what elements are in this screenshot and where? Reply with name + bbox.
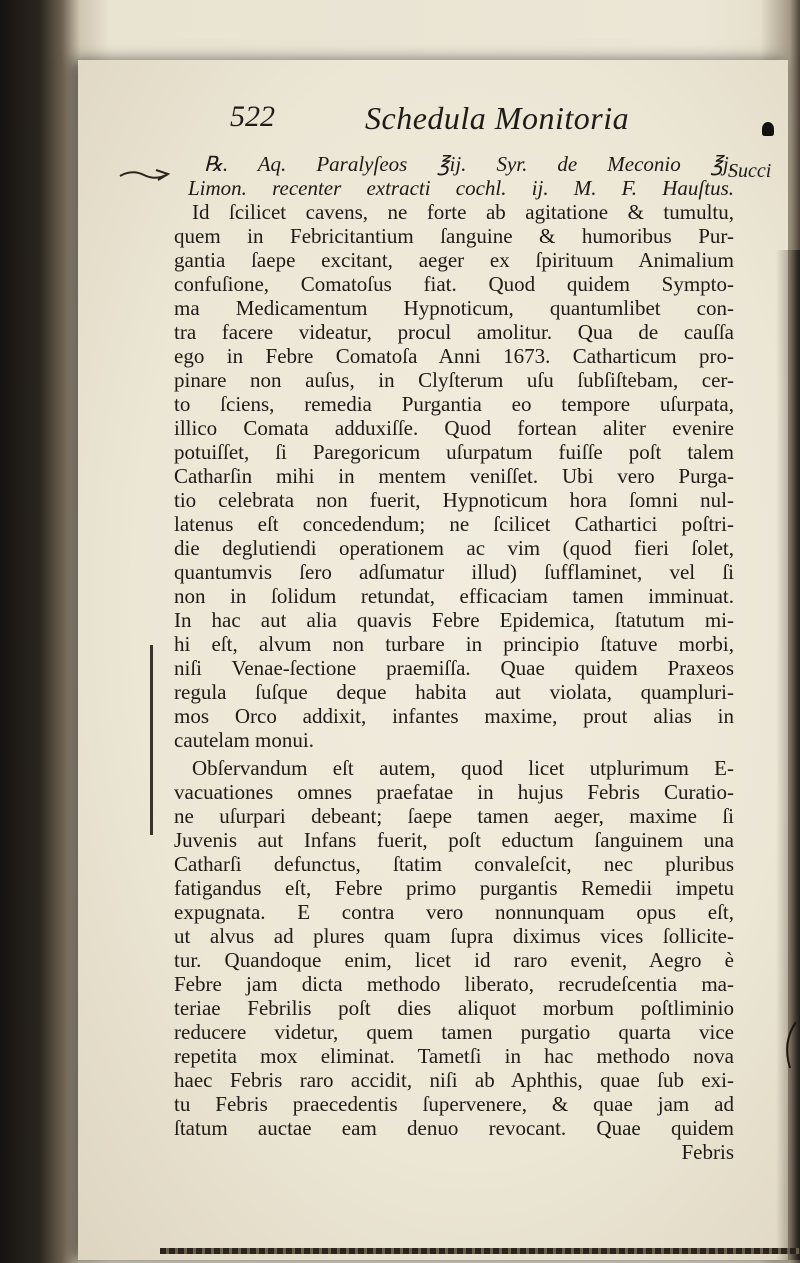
- text-line: ſtatum auctae eam denuo revocant. Quae quidem: [174, 1116, 734, 1140]
- text-line: gantia ſaepe excitant, aeger ex ſpirituum Animalium: [174, 248, 734, 272]
- text-line: tu Febris praecedentis ſupervenere, & quae jam ad: [174, 1092, 734, 1116]
- text-line: to ſciens, remedia Purgantia eo tempore uſurpata,: [174, 392, 734, 416]
- text-line: ne uſurpari debeant; ſaepe tamen aeger, maxime ſi: [174, 804, 734, 828]
- text-line: confuſione, Comatoſus fiat. Quod quidem Sympto-: [174, 272, 734, 296]
- text-line: Juvenis aut Infans fuerit, poſt eductum ſanguinem una: [174, 828, 734, 852]
- text-line: pinare non auſus, in Clyſterum uſu ſubſiſtebam, cer-: [174, 368, 734, 392]
- page-corner-curl-icon: [776, 1020, 798, 1070]
- page-header: [150, 100, 740, 144]
- text-line: expugnata. E contra vero nonnunquam opus eſt,: [174, 900, 734, 924]
- text-line: non in ſolidum retundat, efficaciam tamen imminuat.: [174, 584, 734, 608]
- text-line: mos Orco addixit, infantes maxime, prout alias in: [174, 704, 734, 728]
- text-line: fatigandus eſt, Febre primo purgantis Remedii impetu: [174, 876, 734, 900]
- text-line: Obſervandum eſt autem, quod licet utplurimum E-: [192, 756, 734, 780]
- margin-bracket-line: [150, 645, 153, 835]
- manicule-mark-icon: [118, 166, 170, 184]
- text-line: die deglutiendi operationem ac vim (quod fieri ſolet,: [174, 536, 734, 560]
- text-line: repetita mox eliminat. Tametſi in hac methodo nova: [174, 1044, 734, 1068]
- text-line: Limon. recenter extracti cochl. ij. M. F. Hauſtus.: [188, 176, 734, 200]
- text-line: ut alvus ad plures quam ſupra diximus vices ſollicite-: [174, 924, 734, 948]
- page-edge-shadow: [776, 250, 800, 1260]
- text-line: haec Febris raro accidit, niſi ab Aphthis, quae ſub exi-: [174, 1068, 734, 1092]
- text-line: Catharſi defunctus, ſtatim convaleſcit, nec pluribus: [174, 852, 734, 876]
- text-line: potuiſſet, ſi Paregoricum uſurpatum fuiſſe poſt talem: [174, 440, 734, 464]
- catchword: Febris: [681, 1140, 734, 1164]
- text-line: cautelam monui.: [174, 728, 314, 752]
- text-line: reducere videtur, quem tamen purgatio quarta vice: [174, 1020, 734, 1044]
- text-line: niſi Venae-ſectione praemiſſa. Quae quidem Praxeos: [174, 656, 734, 680]
- text-line: Catharſin mihi in mentem veniſſet. Ubi vero Purga-: [174, 464, 734, 488]
- text-line: quem in Febricitantium ſanguine & humoribus Pur-: [174, 224, 734, 248]
- page-bottom-edge: [160, 1248, 800, 1254]
- text-line: ma Medicamentum Hypnoticum, quantumlibet con-: [174, 296, 734, 320]
- text-line: latenus eſt concedendum; ne ſcilicet Cathartici poſtri-: [174, 512, 734, 536]
- ink-blot-mark: [762, 122, 774, 136]
- page-number: 522: [230, 100, 275, 133]
- text-line: Febre jam dicta methodo liberato, recrudeſcentia ma-: [174, 972, 734, 996]
- margin-note: Succi: [728, 160, 772, 182]
- text-line: vacuationes omnes praefatae in hujus Febris Curatio-: [174, 780, 734, 804]
- text-line: quantumvis ſero adſumatur illud) ſufflaminet, vel ſi: [174, 560, 734, 584]
- text-line: In hac aut alia quavis Febre Epidemica, ſtatutum mi-: [174, 608, 734, 632]
- body-text: [174, 152, 734, 1164]
- text-line: hi eſt, alvum non turbare in principio ſtatuve morbi,: [174, 632, 734, 656]
- text-line: Id ſcilicet cavens, ne forte ab agitatione & tumultu,: [192, 200, 734, 224]
- text-line: teriae Febrilis poſt dies aliquot morbum poſtliminio: [174, 996, 734, 1020]
- text-line: ego in Febre Comatoſa Anni 1673. Catharticum pro-: [174, 344, 734, 368]
- running-title: Schedula Monitoria: [365, 100, 630, 136]
- text-line: tra facere videatur, procul amolitur. Qua de cauſſa: [174, 320, 734, 344]
- text-line: ℞. Aq. Paralyſeos ℥ij. Syr. de Meconio ℥j.: [204, 152, 734, 176]
- text-line: illico Comata adduxiſſe. Quod fortean aliter evenire: [174, 416, 734, 440]
- text-line: tur. Quandoque enim, licet id raro evenit, Aegro è: [174, 948, 734, 972]
- text-line: tio celebrata non fuerit, Hypnoticum hora ſomni nul-: [174, 488, 734, 512]
- text-line: regula ſuſque deque habita aut violata, quampluri-: [174, 680, 734, 704]
